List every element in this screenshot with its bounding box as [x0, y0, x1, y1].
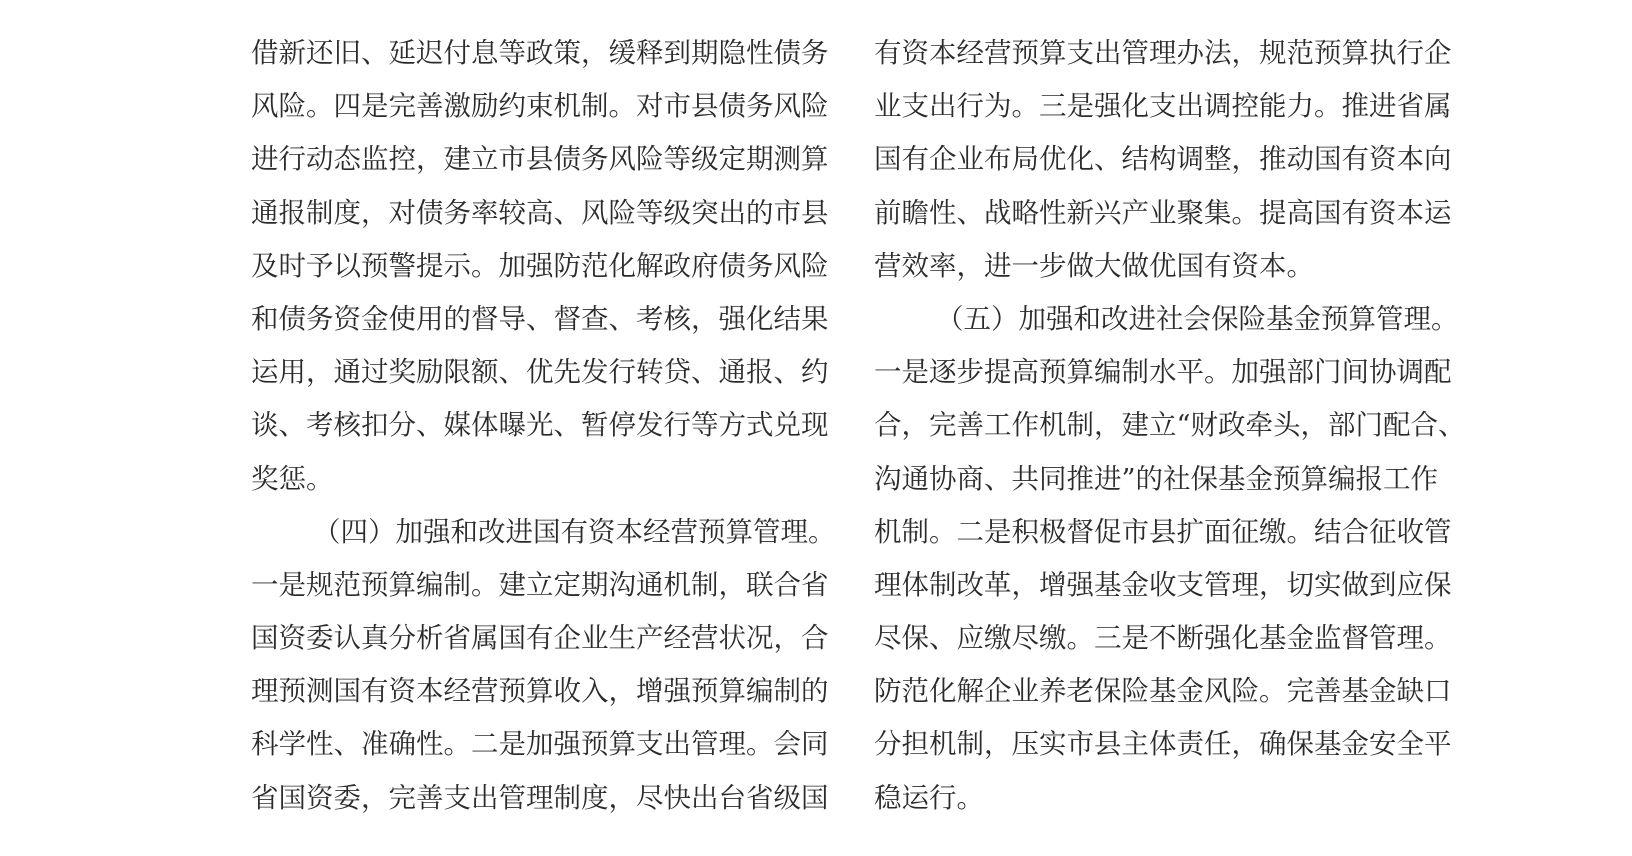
text-line: 科学性、准确性。二是加强预算支出管理。会同: [251, 728, 829, 761]
text-line: 合，完善工作机制，建立“财政牵头，部门配合、: [874, 409, 1466, 442]
text-line: 风险。四是完善激励约束机制。对市县债务风险: [251, 90, 829, 123]
text-line: 业支出行为。三是强化支出调控能力。推进省属: [874, 90, 1452, 123]
text-line: 通报制度，对债务率较高、风险等级突出的市县: [251, 196, 829, 229]
text-line: 谈、考核扣分、媒体曝光、暂停发行等方式兑现: [251, 409, 829, 442]
section-heading-5: （五）加强和改进社会保险基金预算管理。: [936, 302, 1459, 335]
text-line: 和债务资金使用的督导、督查、考核，强化结果: [251, 302, 829, 335]
text-line: 营效率，进一步做大做优国有资本。: [874, 249, 1314, 282]
text-line: 机制。二是积极督促市县扩面征缴。结合征收管: [874, 515, 1452, 548]
text-line: 运用，通过奖励限额、优先发行转贷、通报、约: [251, 356, 829, 389]
text-line: 及时予以预警提示。加强防范化解政府债务风险: [251, 249, 829, 282]
text-line: 前瞻性、战略性新兴产业聚集。提高国有资本运: [874, 196, 1452, 229]
right-text-column: [874, 27, 1466, 825]
text-line: 进行动态监控，建立市县债务风险等级定期测算: [251, 143, 829, 176]
text-line: 理体制改革，增强基金收支管理，切实做到应保: [874, 568, 1452, 601]
text-line: 沟通协商、共同推进”的社保基金预算编报工作: [874, 462, 1439, 495]
text-line: 稳运行。: [874, 781, 984, 814]
text-line: 国有企业布局优化、结构调整，推动国有资本向: [874, 143, 1452, 176]
text-line: 理预测国有资本经营预算收入，增强预算编制的: [251, 675, 829, 708]
text-line: 省国资委，完善支出管理制度，尽快出台省级国: [251, 781, 829, 814]
text-line: 国资委认真分析省属国有企业生产经营状况，合: [251, 622, 829, 655]
text-line: 分担机制，压实市县主体责任，确保基金安全平: [874, 728, 1452, 761]
text-line: 防范化解企业养老保险基金风险。完善基金缺口: [874, 675, 1452, 708]
text-line: 奖惩。: [251, 462, 334, 495]
text-line: 一是规范预算编制。建立定期沟通机制，联合省: [251, 568, 829, 601]
text-line: 有资本经营预算支出管理办法，规范预算执行企: [874, 37, 1452, 69]
left-text-column: [251, 27, 836, 825]
section-heading-4: （四）加强和改进国有资本经营预算管理。: [313, 515, 836, 548]
text-line: 一是逐步提高预算编制水平。加强部门间协调配: [874, 356, 1452, 389]
text-line: 尽保、应缴尽缴。三是不断强化基金监督管理。: [874, 622, 1452, 655]
text-line: 借新还旧、延迟付息等政策，缓释到期隐性债务: [251, 37, 829, 69]
